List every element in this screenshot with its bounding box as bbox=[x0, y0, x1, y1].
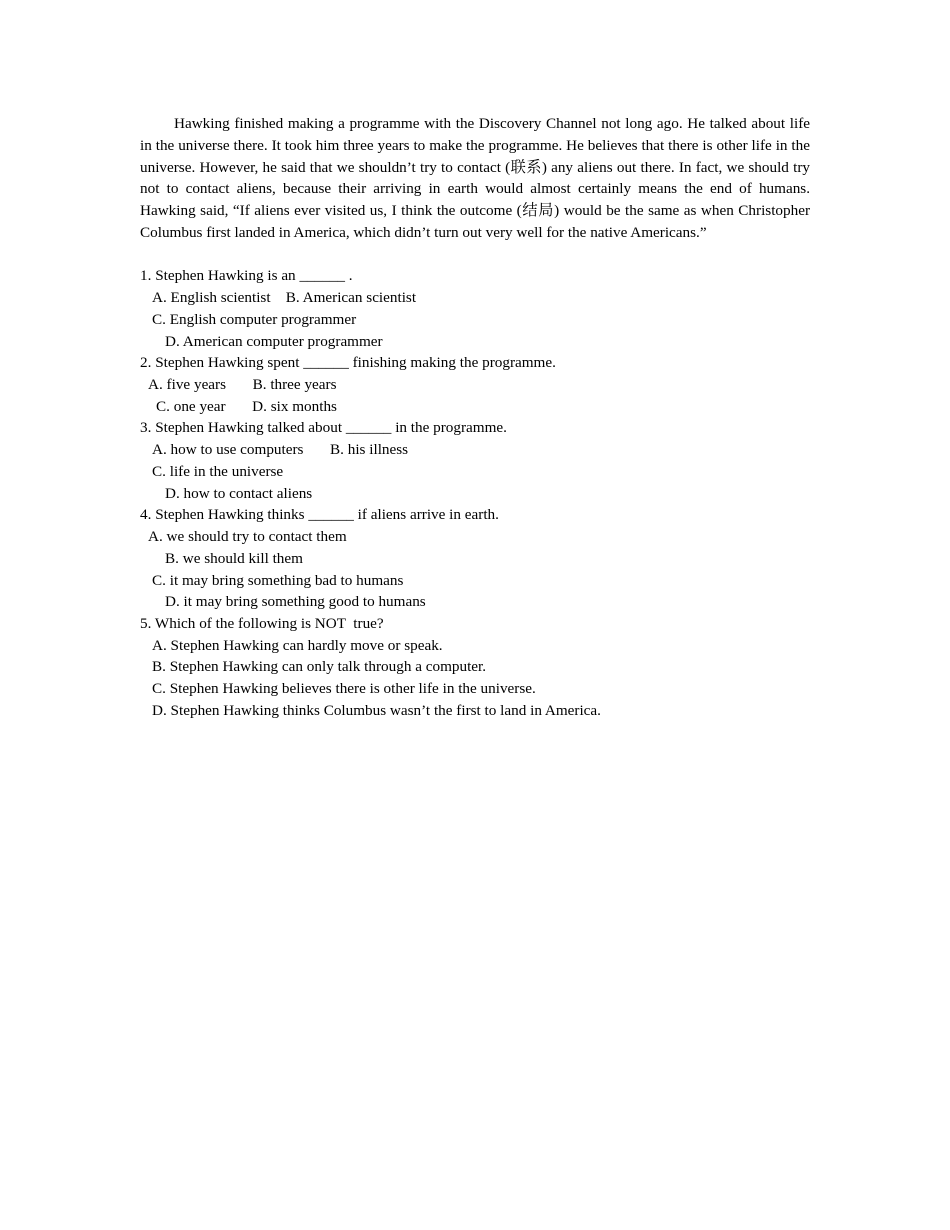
question-2-options-ab: A. five years B. three years bbox=[148, 376, 337, 393]
question-2-options-cd: C. one year D. six months bbox=[156, 398, 337, 415]
question-5-option-c: C. Stephen Hawking believes there is other life in the universe. bbox=[152, 680, 536, 697]
question-4-option-b: B. we should kill them bbox=[165, 550, 303, 567]
question-3-option-d: D. how to contact aliens bbox=[165, 485, 313, 502]
question-4-option-c: C. it may bring something bad to humans bbox=[152, 572, 404, 589]
reading-passage: Hawking finished making a programme with the Discovery Channel not long ago. He talked about life in the universe there. It took him three years to make the programme. He believes that there is other life in the universe. However, he said that we shouldn’t try to contact (联系) any aliens out there. In fact, we should try not to contact aliens, because their arriving in earth would almost certainly means the end of humans. Hawking said, “If aliens ever visited us, I think the outcome (结局) would be the same as when Christopher Columbus first landed in America, which didn’t turn out very well for the native Americans.” bbox=[140, 115, 810, 241]
question-4-option-a: A. we should try to contact them bbox=[148, 528, 347, 545]
question-5-option-b: B. Stephen Hawking can only talk through a computer. bbox=[152, 658, 487, 675]
question-3-options-ab: A. how to use computers B. his illness bbox=[152, 441, 409, 458]
question-5-stem: 5. Which of the following is NOT true? bbox=[140, 615, 384, 632]
question-1-option-d: D. American computer programmer bbox=[165, 333, 383, 350]
question-1-options-ab: A. English scientist B. American scientist bbox=[152, 289, 417, 306]
question-5-option-d: D. Stephen Hawking thinks Columbus wasn’t the first to land in America. bbox=[152, 702, 601, 719]
question-4-stem: 4. Stephen Hawking thinks ______ if aliens arrive in earth. bbox=[140, 506, 499, 523]
question-3-stem: 3. Stephen Hawking talked about ______ in the programme. bbox=[140, 419, 507, 436]
question-5-option-a: A. Stephen Hawking can hardly move or speak. bbox=[152, 637, 443, 654]
question-1-stem: 1. Stephen Hawking is an ______ . bbox=[140, 267, 353, 284]
question-4-option-d: D. it may bring something good to humans bbox=[165, 593, 426, 610]
question-2-stem: 2. Stephen Hawking spent ______ finishing making the programme. bbox=[140, 354, 556, 371]
question-3-option-c: C. life in the universe bbox=[152, 463, 284, 480]
question-1-option-c: C. English computer programmer bbox=[152, 311, 357, 328]
